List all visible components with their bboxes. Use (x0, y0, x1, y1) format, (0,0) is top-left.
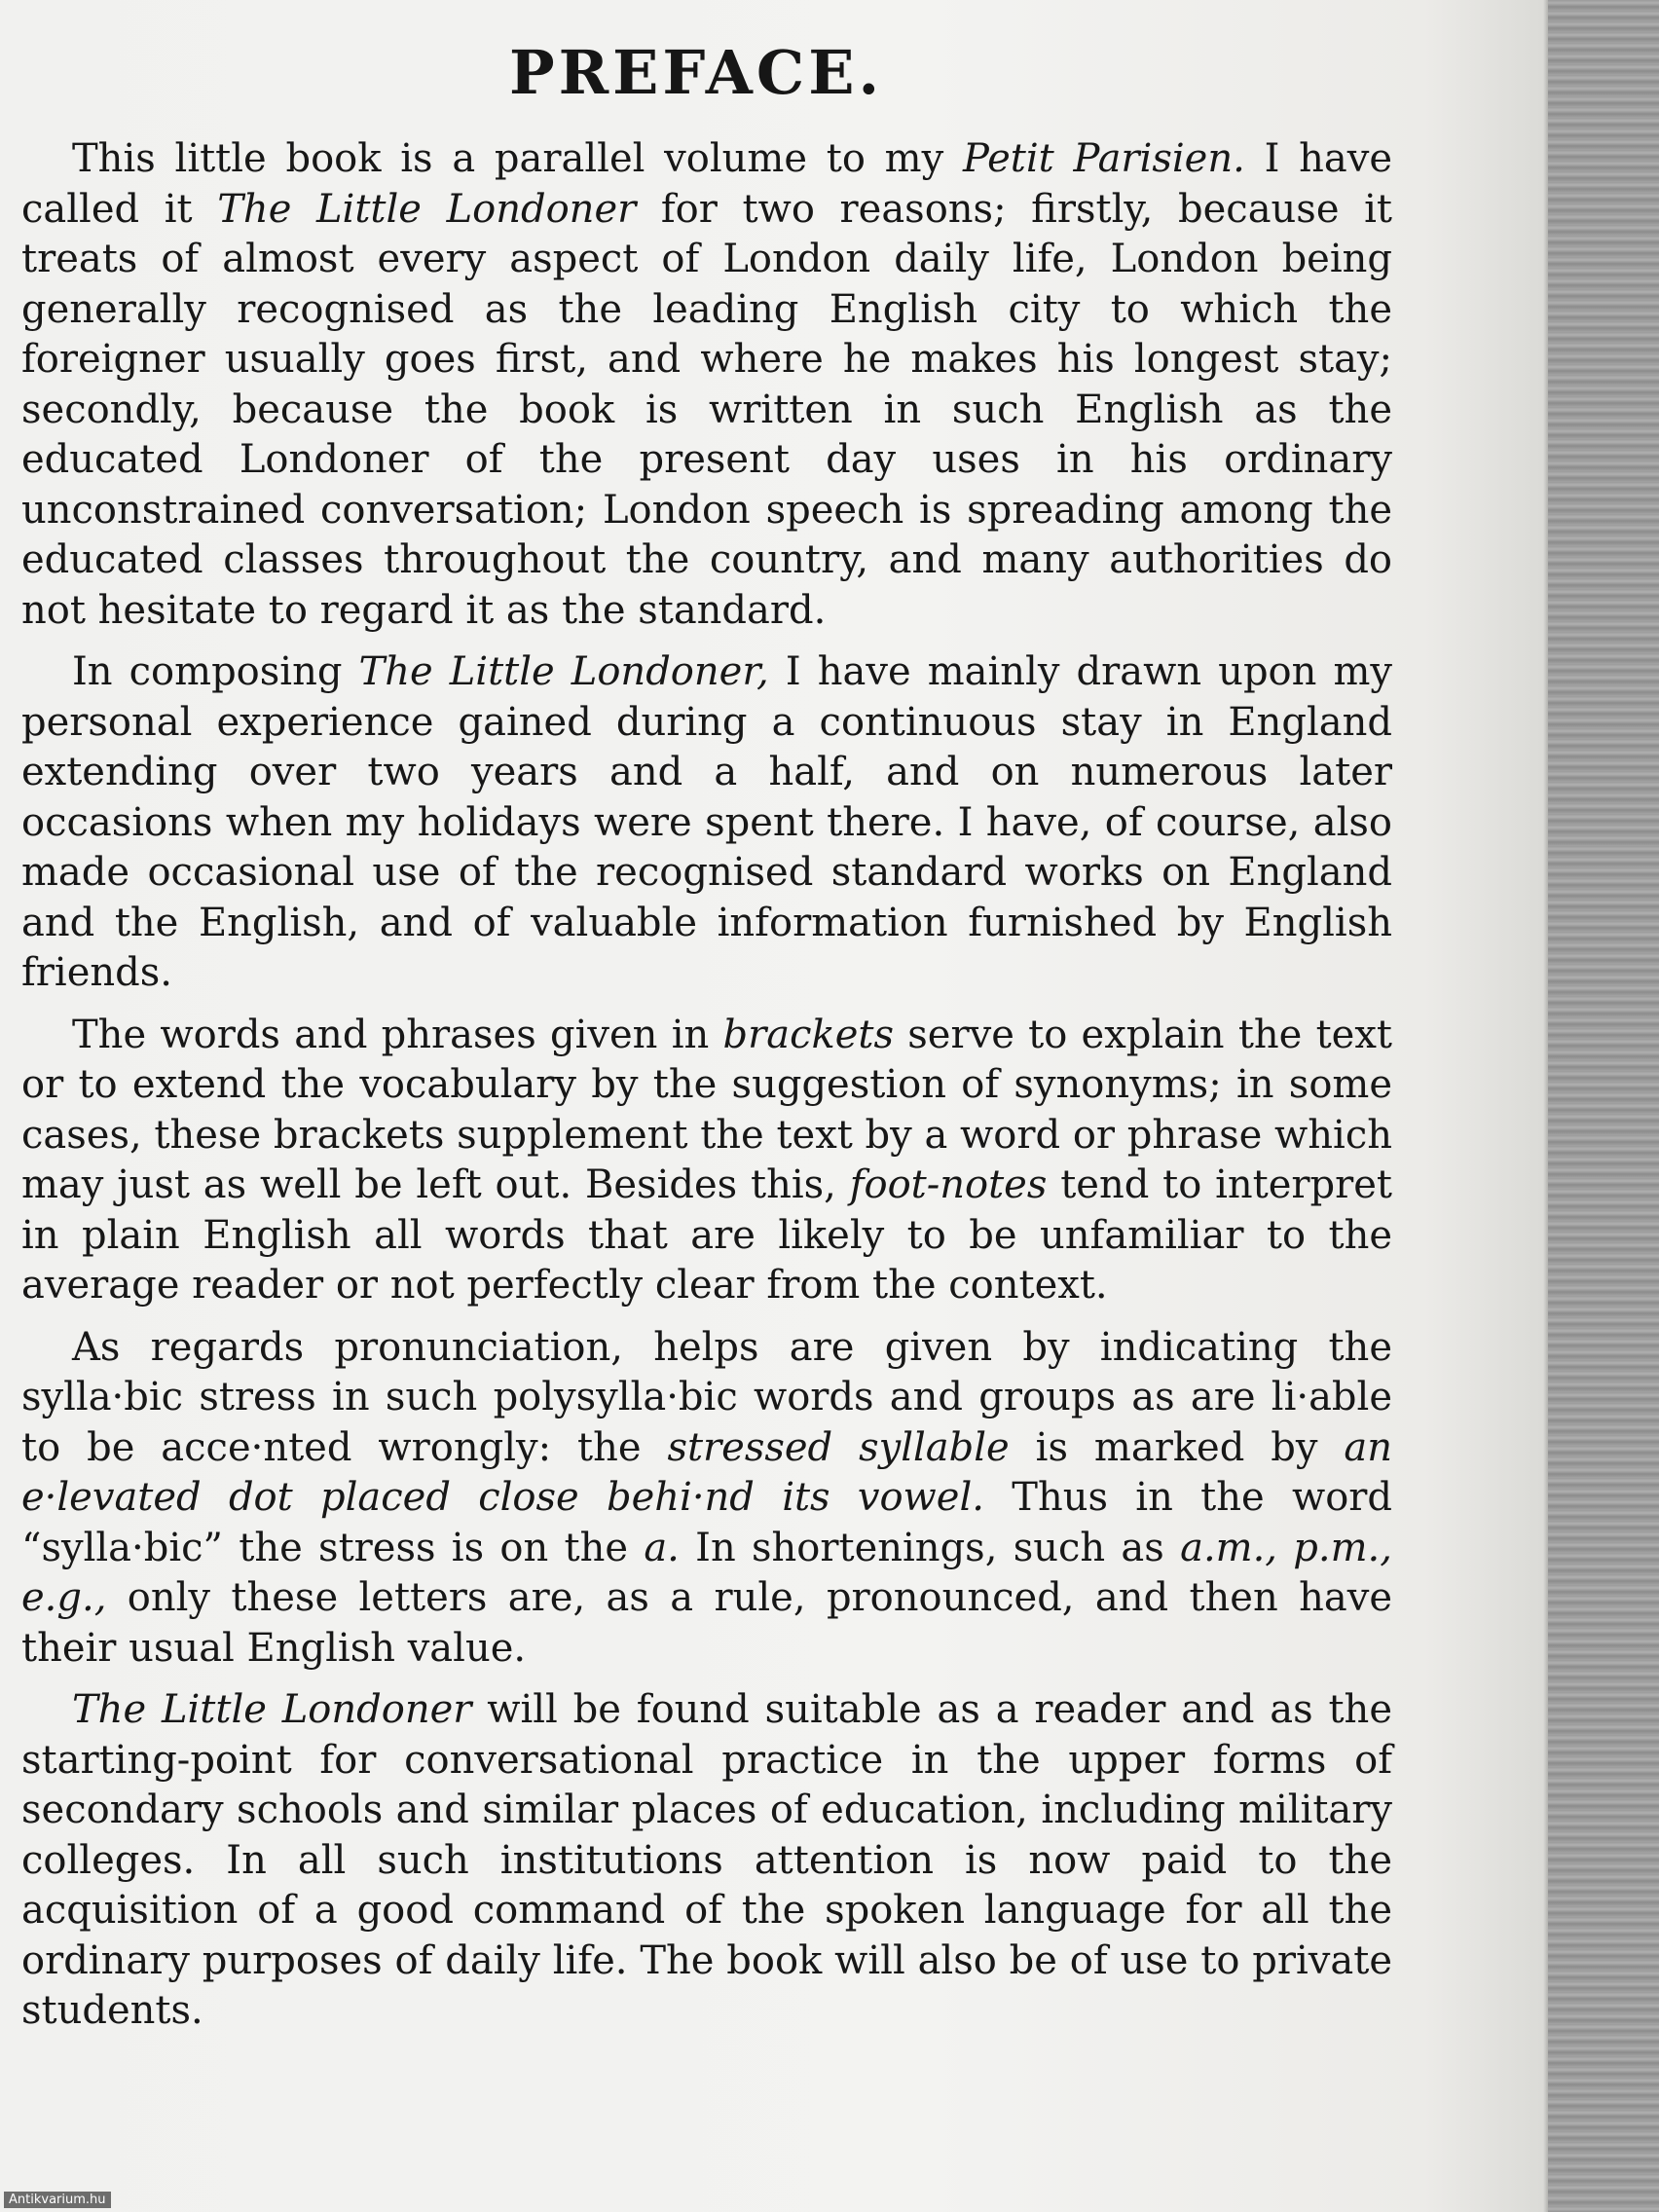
italic-phrase: brackets (722, 1012, 895, 1057)
watermark-label: Antikvarium.hu (4, 2192, 111, 2208)
paragraph-2 (21, 647, 1392, 999)
italic-phrase: The Little Londoner, (358, 649, 769, 694)
italic-phrase: The Little Londoner (72, 1687, 472, 1732)
italic-phrase: a. (644, 1525, 680, 1570)
text-run: is marked by (1009, 1424, 1345, 1470)
italic-phrase: an e·levated dot placed close behi·nd its vowel. (21, 1424, 1393, 1520)
text-run: tend to interpret in plain English all words that are likely to be unfamiliar to the average reader or not perfectly clear from the context. (21, 1162, 1392, 1308)
italic-phrase: The Little Londoner (217, 186, 637, 232)
paragraph-5 (21, 1685, 1392, 2037)
text-run: I have called it (21, 136, 1393, 232)
paragraph-3 (21, 1011, 1392, 1311)
text-run: for two reasons; firstly, because it treats of almost every aspect of London daily life, London being generally recognised as the leading English city to which the foreigner usually goes first, and where he makes his longest stay; secondly, because the book is written in such English as the educated Londoner of the present day uses in his ordinary unconstrained conversation; London speech is spreading among the educated classes throughout the country, and many authorities do not hesitate to regard it as the standard. (21, 186, 1392, 633)
text-run: Thus in the word “sylla·bic” the stress is on the (21, 1475, 1392, 1570)
text-run: The words and phrases given in (72, 1012, 723, 1057)
text-run: I have mainly drawn upon my personal experience gained during a continuous stay in England extending over two years and a half, and on numerous later occasions when my holidays were spent there. I have, of course, also made occasional use of the recognised standard works on England and the English, and of valuable information furnished by English friends. (21, 649, 1393, 995)
text-run: serve to explain the text or to extend the vocabulary by the suggestion of synonyms; in some cases, these brackets supplement the text by a word or phrase which may just as well be left out. Besides this, (21, 1012, 1392, 1207)
page-title: PREFACE. (508, 37, 884, 108)
paragraph-1 (21, 134, 1392, 636)
text-run: In composing (72, 649, 359, 694)
text-run: As regards pronunciation, helps are given by indicating the sylla·bic stress in such polysylla·bic words and groups as are li·able to be acce·nted wrongly: the (21, 1324, 1392, 1470)
italic-phrase: stressed syllable (667, 1424, 1010, 1470)
paragraph-4 (21, 1323, 1392, 1675)
text-run: This little book is a parallel volume to my (72, 136, 963, 181)
preface-body (21, 134, 1392, 2048)
book-spine (1548, 0, 1659, 2212)
text-run: In shortenings, such as (679, 1525, 1181, 1570)
italic-phrase: Petit Parisien. (962, 136, 1245, 181)
text-run: only these letters are, as a rule, pronounced, and then have their usual English value. (21, 1575, 1392, 1671)
text-run: will be found suitable as a reader and as the starting-point for conversational practice in the upper forms of secondary schools and similar places of education, including military colleges. In all such institutions attention is now paid to the acquisition of a good command of the spoken language for all the ordinary purposes of daily life. The book will also be of use to private students. (21, 1687, 1392, 2033)
italic-phrase: foot-notes (849, 1162, 1048, 1207)
italic-phrase: a.m., p.m., e.g., (21, 1525, 1392, 1620)
